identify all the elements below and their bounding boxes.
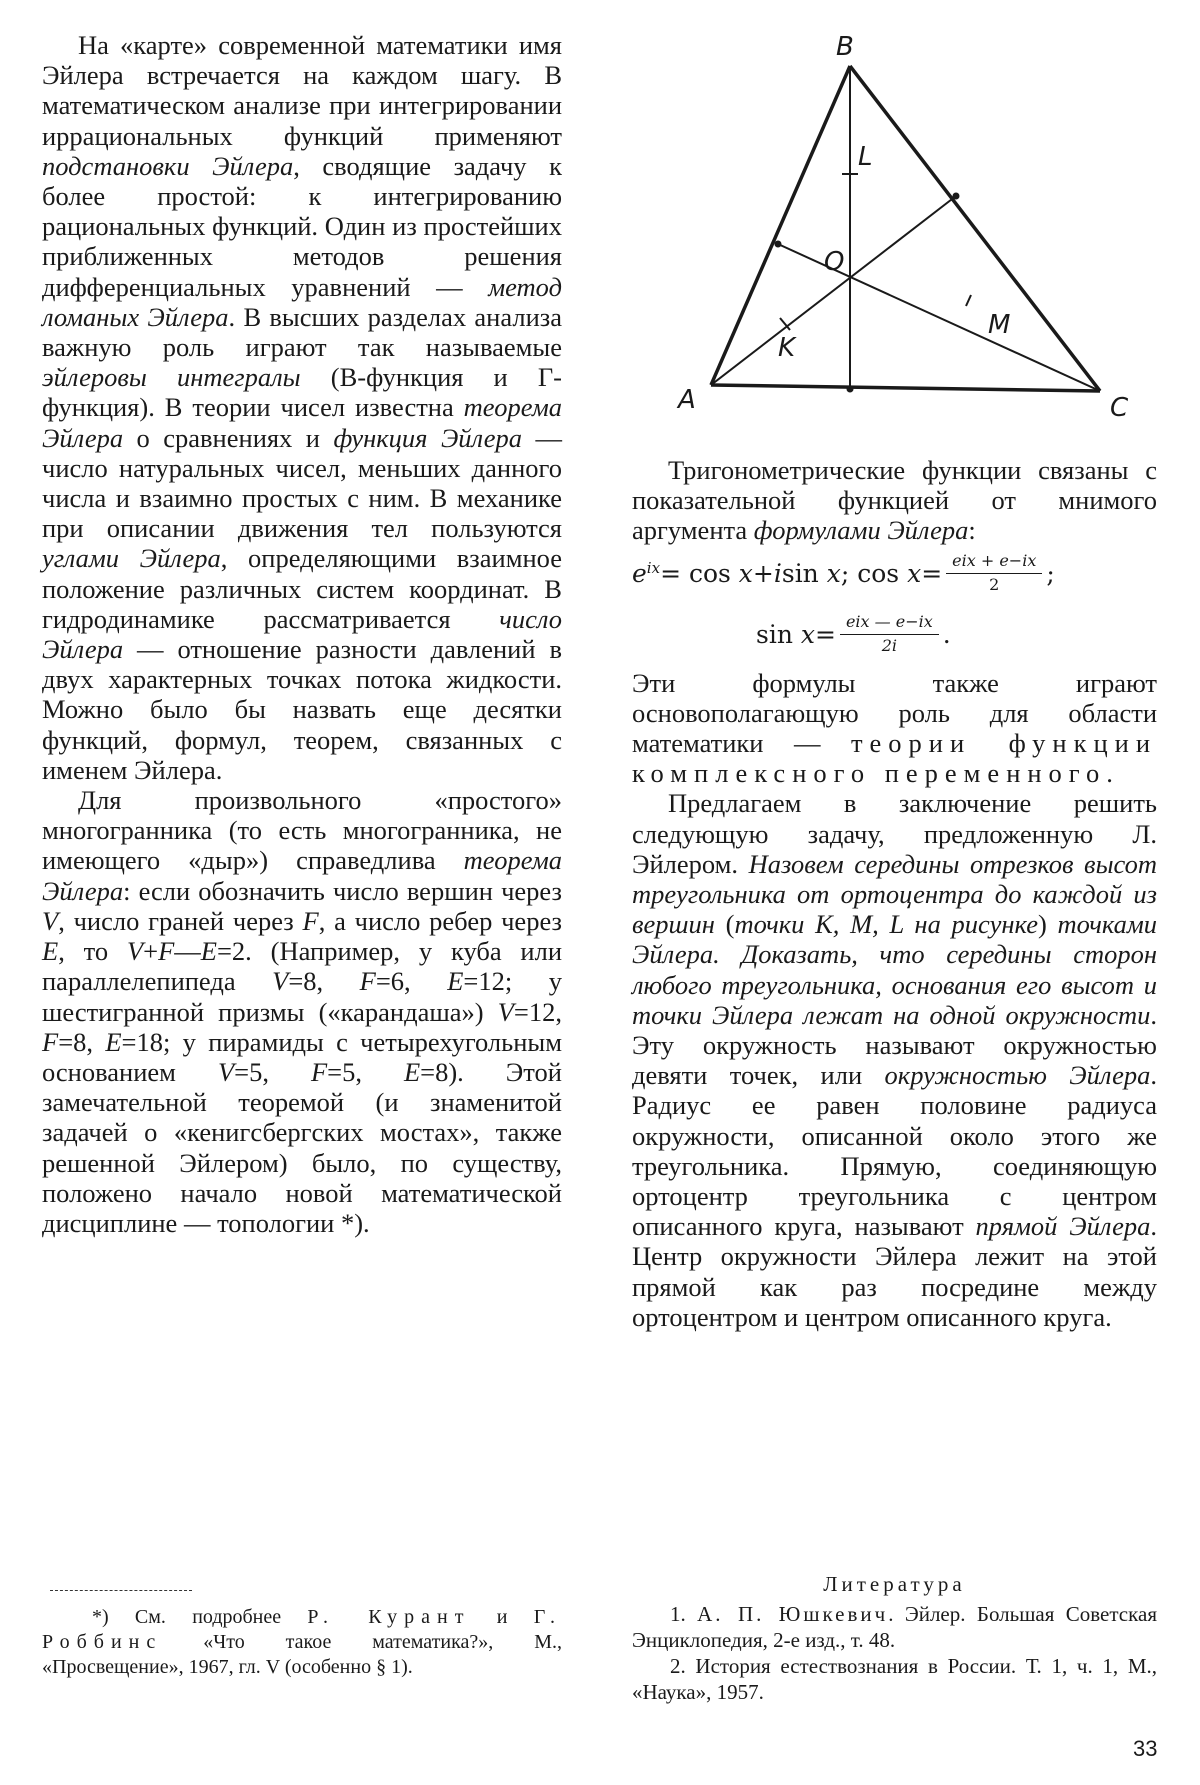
- literature-item-1: 1. А. П. Юшкевич. Эйлер. Большая Советская Энциклопедия, 2-е изд., т. 48.: [632, 1602, 1157, 1652]
- italic-term: E: [200, 936, 217, 967]
- text-run: — число натуральных чисел, меньших данного числа и взаимно простых с ним. В механике при описании движения тел пользуются: [42, 422, 563, 544]
- italic-term: E: [105, 1026, 122, 1057]
- paragraph-nine-point-circle: [632, 788, 1157, 1332]
- label-l: L: [858, 142, 873, 172]
- orthocenter-triangle-figure: [670, 30, 1140, 450]
- italic-term: точками Эйлера. Доказать, что середины сторон любого треугольника, основания его высот и точки Эйлера лежат на одной окружности: [632, 909, 1158, 1030]
- italic-term: эйлеровы интегралы: [42, 362, 301, 393]
- side-ac: [711, 385, 1100, 391]
- italic-term: V: [217, 1056, 235, 1087]
- text-run: =5,: [327, 1056, 404, 1087]
- page-number: 33: [1133, 1736, 1158, 1761]
- italic-term: E: [42, 936, 59, 967]
- italic-term: F: [302, 905, 319, 936]
- italic-term: V: [272, 966, 289, 997]
- text-run: =12,: [513, 996, 562, 1027]
- foot-point-ac: [847, 386, 854, 393]
- text-run: . Центр окружности Эйлера лежит на этой прямой как раз посредине между ортоцентром и центром описанного круга.: [632, 1211, 1157, 1332]
- italic-term: теорема Эйлера: [42, 392, 562, 453]
- text-run: ): [1038, 909, 1058, 940]
- text-run: — отношение разности давлений в двух характерных точках потока жидкости. Можно было бы назвать еще десятки функций, формул, теорем, связанных с именем Эйлера.: [42, 634, 562, 785]
- text-run: =2. (Например, у куба или параллелепипеда: [42, 936, 563, 997]
- italic-term: V: [497, 996, 514, 1027]
- text-run: . Эту окружность называют окружностью девяти точек, или: [632, 999, 1157, 1091]
- text-run: Тригонометрические функции связаны с показательной функцией от мнимого аргумента: [632, 455, 1157, 546]
- footnote-author-1: Р. Курант: [307, 1606, 471, 1628]
- footnote-author-2: Г. Роббинс: [42, 1606, 563, 1653]
- label-a: A: [678, 385, 696, 415]
- foot-point-ab: [775, 241, 782, 248]
- side-bc: [850, 66, 1100, 391]
- italic-term: E: [403, 1056, 421, 1087]
- italic-term: теорема Эйлера: [42, 845, 562, 906]
- paragraph-complex-analysis: Эти формулы также играют основополагающую роль для области математики — теории функции комплексного переменного.: [632, 667, 1157, 789]
- italic-term: F: [42, 1026, 59, 1057]
- italic-term: F: [310, 1056, 328, 1087]
- footnote-rule: [50, 1590, 192, 1591]
- paragraph-euler-in-math: [42, 30, 562, 785]
- text-run: Предлагаем в заключение решить следующую задачу, предложенную Л. Эйлером.: [632, 788, 1157, 879]
- left-column: [42, 30, 562, 1238]
- text-run: —: [174, 936, 201, 967]
- italic-term: F: [359, 966, 376, 997]
- text-run: , определяющими взаимное положение различных систем координат. В гидродинамике рассматривается: [42, 543, 562, 634]
- text-run: , число граней через: [58, 905, 303, 936]
- altitude-from-a: [711, 196, 956, 385]
- text-run: , то: [58, 936, 127, 967]
- italic-term: формулами Эйлера: [753, 515, 969, 546]
- italic-term: число Эйлера: [42, 603, 562, 665]
- text-run: =18; у пирамиды с четырехугольным основанием: [42, 1026, 562, 1087]
- paragraph-polyhedron-theorem: [42, 785, 562, 1238]
- right-column: [632, 455, 1157, 1332]
- label-c: C: [1110, 393, 1129, 423]
- text-run: На «карте» современной математики имя Эйлера встречается на каждом шагу. В математическом анализе при интегрировании иррациональных функций применяют: [42, 30, 562, 151]
- text-run: :: [968, 515, 976, 546]
- literature-list: [632, 1601, 1157, 1705]
- italic-term: V: [42, 905, 59, 936]
- italic-term: прямой Эйлера: [975, 1211, 1151, 1242]
- text-run: +: [143, 936, 159, 967]
- label-b: B: [836, 32, 854, 62]
- text-run: =8,: [58, 1026, 106, 1057]
- literature-item-2: 2. История естествознания в России. Т. 1, ч. 1, М., «Наука», 1957.: [632, 1654, 1157, 1704]
- tick-m: [966, 295, 971, 306]
- footnote: *) См. подробнее Р. Курант и Г. Роббинс «Что такое математика?», М., «Просвещение», 1967, гл. V (особенно § 1).: [42, 1606, 563, 1678]
- italic-term: F: [158, 936, 175, 967]
- text-run: . В высших разделах анализа важную роль играют так называемые: [42, 301, 562, 363]
- text-run: =12; у шестигранной призмы («карандаша»): [42, 966, 562, 1027]
- text-run: (: [714, 909, 735, 940]
- foot-point-bc: [953, 193, 960, 200]
- text-run: =6,: [375, 966, 448, 997]
- italic-term: Назовем середины отрезков высот треугольника от ортоцентра до каждой из вершин: [632, 848, 1158, 940]
- italic-term: окружностью Эйлера: [884, 1060, 1151, 1091]
- italic-term: метод ломаных Эйлера: [42, 271, 562, 332]
- text-run: о сравнениях и: [123, 422, 334, 453]
- text-run: =8). Этой замечательной теоремой (и знаменитой задачей о «кенигсбергских мостах», также решенной Эйлером) было, по существу, положено начало новой математической дисциплине — топологии *).: [42, 1056, 562, 1238]
- label-o: O: [824, 247, 845, 277]
- text-run: . Радиус ее равен половине радиуса окружности, описанной около этого же треугольника. Прямую, соединяющую ортоцентр треугольника с центром описанного круга, называют: [632, 1060, 1157, 1242]
- text-run: =8,: [288, 966, 360, 997]
- italic-term: подстановки Эйлера: [42, 150, 294, 181]
- text-run: , а число ребер через: [318, 905, 562, 936]
- text-run: (В-функция и Г-функция). В теории чисел известна: [42, 362, 562, 423]
- text-run: , сводящие задачу к более простой: к интегрированию рациональных функций. Один из простейших приближенных методов решения дифференциальных уравнений —: [42, 150, 562, 302]
- label-k: K: [778, 333, 796, 363]
- italic-term: углами Эйлера: [42, 543, 221, 574]
- paragraph-trig-functions: [632, 455, 1157, 546]
- label-m: M: [988, 310, 1011, 340]
- italic-term: функция Эйлера: [333, 422, 523, 453]
- literature-title: Литература: [823, 1572, 966, 1596]
- italic-term: V: [126, 936, 144, 967]
- text-run: Для произвольного «простого» многогранника (то есть многогранника, не имеющего «дыр») справедлива: [42, 785, 562, 876]
- text-run: : если обозначить число вершин через: [123, 875, 562, 906]
- euler-formula-2: sin x = $\frac{\text{eix — e−ix}}{2i}$ .: [756, 612, 951, 656]
- italic-term: точки K, M, L на рисунке: [734, 909, 1038, 940]
- text-run: =5,: [234, 1056, 311, 1087]
- euler-formula-1: e $^{ix}$ = cos x + i sin x ; cos x = $\frac{\text{eix + e−ix}}{2}$ ;: [632, 551, 1055, 595]
- italic-term: E: [447, 966, 464, 997]
